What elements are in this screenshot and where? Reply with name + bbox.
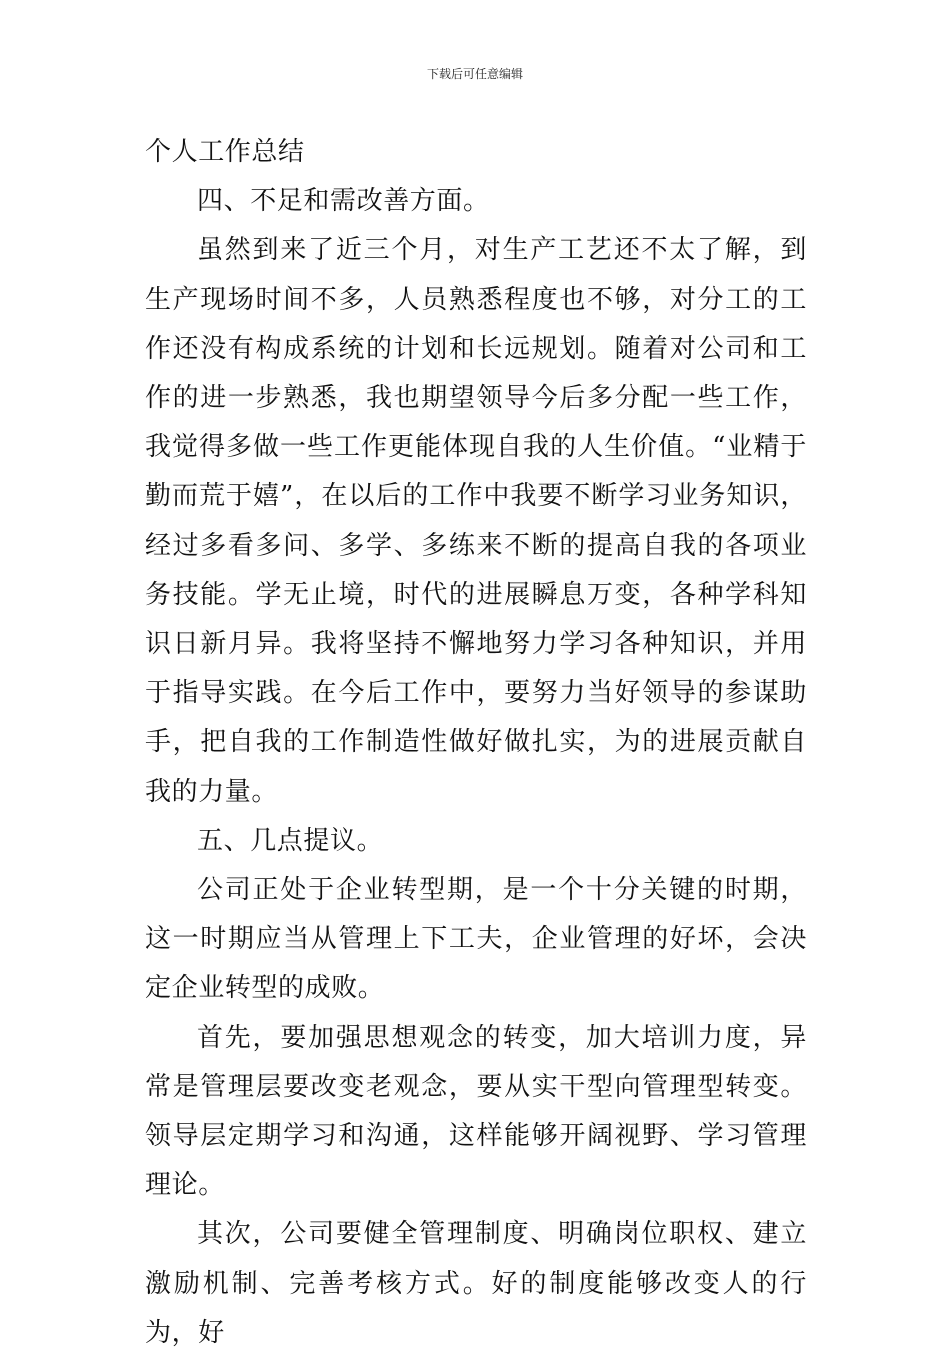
paragraph-transition-period: 公司正处于企业转型期，是一个十分关键的时期，这一时期应当从管理上下工夫，企业管理的好坏，会决定企业转型的成败。: [145, 875, 807, 1004]
paragraph-second-suggestion: 其次，公司要健全管理制度、明确岗位职权、建立激励机制、完善考核方式。好的制度能够改变人的行为，好: [145, 1219, 807, 1348]
document-body: [145, 128, 807, 1358]
section-heading-shortcomings: 四、不足和需改善方面。: [197, 186, 490, 217]
document-title: 个人工作总结: [145, 137, 305, 167]
section-heading-suggestions: 五、几点提议。: [197, 825, 384, 856]
paragraph-first-suggestion: 首先，要加强思想观念的转变，加大培训力度，异常是管理层要改变老观念，要从实干型向管理型转变。领导层定期学习和沟通，这样能够开阔视野、学习管理理论。: [145, 1022, 807, 1201]
paragraph-shortcomings-body: 虽然到来了近三个月，对生产工艺还不太了解，到生产现场时间不多，人员熟悉程度也不够，对分工的工作还没有构成系统的计划和长远规划。随着对公司和工作的进一步熟悉，我也期望领导今后多分配一些工作，我觉得多做一些工作更能体现自我的人生价值。“业精于勤而荒于嬉”，在以后的工作中我要不断学习业务知识，经过多看多问、多学、多练来不断的提高自我的各项业务技能。学无止境，时代的进展瞬息万变，各种学科知识日新月异。我将坚持不懈地努力学习各种知识，并用于指导实践。在今后工作中，要努力当好领导的参谋助手，把自我的工作制造性做好做扎实，为的进展贡献自我的力量。: [145, 235, 807, 807]
page-header-note: 下载后可任意编辑: [426, 67, 523, 81]
